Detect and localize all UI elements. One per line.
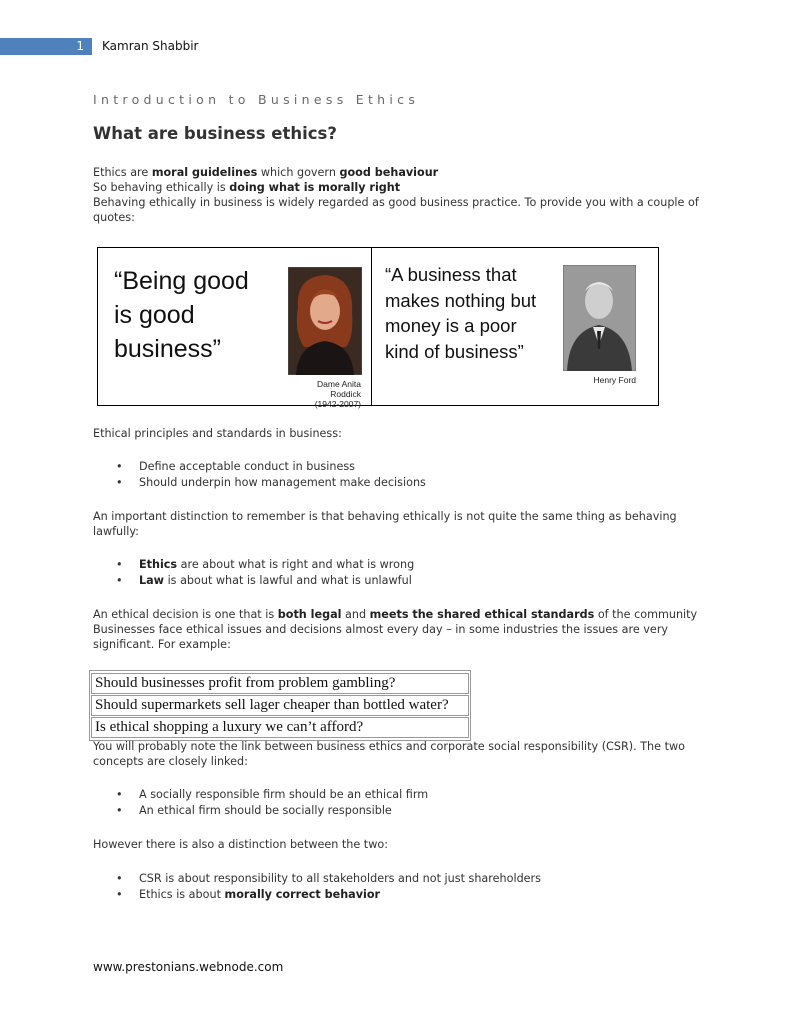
distinction-list (93, 557, 703, 589)
csr-list (93, 787, 703, 819)
decision-text (93, 607, 703, 652)
intro-line-3: Behaving ethically in business is widely regarded as good business practice. To provide you with a couple of quotes: (93, 196, 699, 224)
henry-ford-photo (563, 265, 636, 371)
intro-line-2 (93, 180, 703, 195)
distinction-section (93, 509, 703, 589)
bold-text: Law (139, 574, 165, 587)
page-title: What are business ethics? (93, 124, 337, 143)
text-run: of the community Businesses face ethical issues and decisions almost every day – in some industries the issues are very significant. For example: (93, 608, 698, 651)
quotes-table (97, 247, 659, 409)
roddick-caption (288, 379, 361, 409)
quote-line: money is a poor (385, 315, 517, 336)
bold-text: both legal (277, 608, 342, 621)
roddick-quote (114, 264, 249, 366)
questions-table (89, 670, 471, 741)
document-subtitle: Introduction to Business Ethics (93, 92, 420, 107)
decision-paragraph (93, 607, 703, 652)
text-run: Ethics are (93, 166, 152, 179)
list-item: • Ethics is about morally correct behavior (116, 888, 381, 901)
list-item-text: Ethics is about (139, 888, 225, 901)
csr-section (93, 739, 703, 819)
bold-text: moral guidelines (151, 166, 258, 179)
footer-url: www.prestonians.webnode.com (93, 960, 284, 974)
list-item-text: Define acceptable conduct in business (139, 460, 355, 473)
caption-line: Dame Anita Roddick (317, 379, 361, 399)
list-item: • A socially responsible firm should be an ethical firm (116, 788, 429, 801)
distinction2-text: However there is also a distinction between the two: (93, 838, 388, 851)
text-run: An ethical decision is one that is (93, 608, 278, 621)
anita-roddick-photo (288, 267, 362, 375)
quote-line: kind of business” (385, 340, 524, 362)
csr-text: You will probably note the link between business ethics and corporate social responsibility (CSR). The two concepts are closely linked: (93, 740, 685, 768)
principles-heading: Ethical principles and standards in business: (93, 427, 342, 440)
bold-text: morally correct behavior (224, 888, 381, 901)
list-item-text: Should underpin how management make decisions (139, 476, 426, 489)
quote-line: makes nothing but (385, 289, 537, 311)
distinction-text: An important distinction to remember is that behaving ethically is not quite the same thing as behaving lawfully: (93, 510, 677, 538)
list-item: • Should underpin how management make decisions (116, 476, 426, 489)
bold-text: doing what is morally right (229, 181, 401, 194)
bold-text: good behaviour (339, 166, 439, 179)
list-item: • An ethical firm should be socially responsible (116, 804, 392, 817)
list-item-text: is about what is lawful and what is unlawful (164, 574, 412, 587)
text-run: and (341, 608, 370, 621)
table-row: Should businesses profit from problem gambling? (91, 673, 469, 694)
list-item-text: are about what is right and what is wrong (177, 558, 415, 571)
header-author: Kamran Shabbir (102, 39, 199, 53)
intro-paragraph (93, 165, 703, 225)
quote-line: “Being good (114, 267, 249, 295)
list-item-text: A socially responsible firm should be an ethical firm (139, 788, 429, 801)
distinction2-list (93, 871, 703, 903)
table-row: Is ethical shopping a luxury we can’t afford? (91, 717, 469, 738)
list-item: • Law is about what is lawful and what is unlawful (116, 574, 412, 587)
text-run: So behaving ethically is (93, 181, 230, 194)
list-item-text: An ethical firm should be socially responsible (139, 804, 392, 817)
page-number: 1 (76, 39, 84, 53)
quotes-divider (371, 248, 372, 405)
quote-line: is good (114, 301, 195, 329)
ford-caption: Henry Ford (593, 375, 636, 385)
bold-text: meets the shared ethical standards (369, 608, 595, 621)
quote-line: “A business that (385, 264, 517, 285)
quote-line: business” (114, 335, 221, 363)
principles-section (93, 426, 703, 491)
caption-line: (1942-2007) (314, 399, 361, 409)
principles-list (93, 459, 703, 491)
table-row: Should supermarkets sell lager cheaper than bottled water? (91, 695, 469, 716)
list-item-text: CSR is about responsibility to all stakeholders and not just shareholders (139, 872, 541, 885)
list-item: • Ethics are about what is right and what is wrong (116, 558, 415, 571)
ford-quote (385, 262, 536, 364)
text-run: which govern (257, 166, 340, 179)
distinction2-section (93, 837, 703, 903)
bold-text: Ethics (139, 558, 178, 571)
list-item: • Define acceptable conduct in business (116, 460, 355, 473)
list-item: • CSR is about responsibility to all stakeholders and not just shareholders (116, 872, 541, 885)
intro-line-1 (93, 165, 703, 180)
